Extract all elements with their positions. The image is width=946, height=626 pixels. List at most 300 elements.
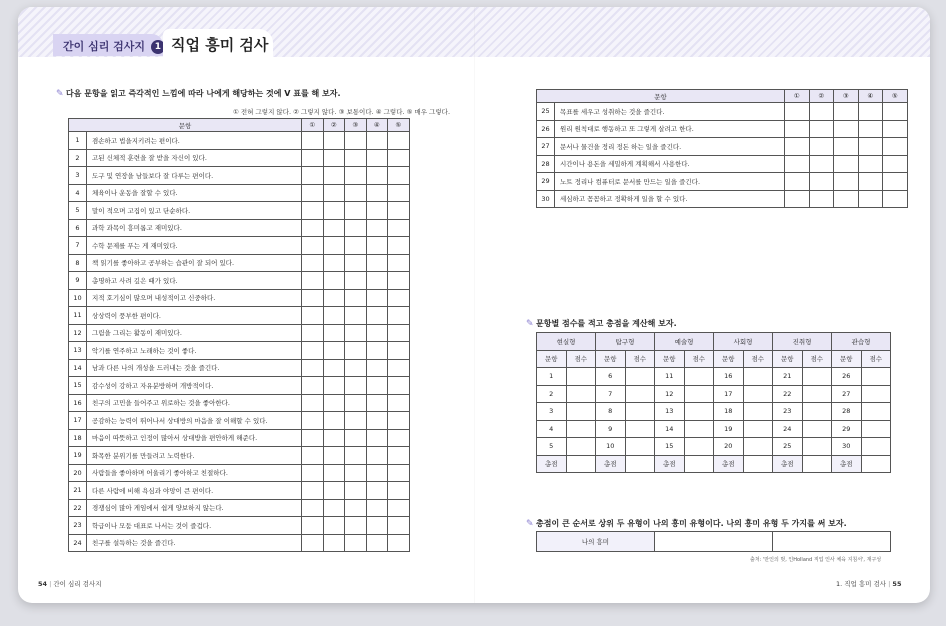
question-table-left — [68, 118, 410, 552]
question-column-header: 문항 — [537, 90, 785, 103]
answer-cell-4[interactable] — [366, 132, 388, 150]
total-label: 총점 — [655, 455, 685, 473]
answer-cell-5[interactable] — [388, 342, 410, 360]
answer-cell-2[interactable] — [323, 482, 345, 500]
answer-cell-2[interactable] — [323, 237, 345, 255]
answer-cell-3[interactable] — [834, 120, 859, 138]
question-row — [69, 377, 410, 395]
answer-cell-3[interactable] — [345, 517, 367, 535]
page-gutter — [474, 7, 475, 603]
question-row — [69, 517, 410, 535]
question-row — [69, 412, 410, 430]
answer-cell-2[interactable] — [323, 272, 345, 290]
item-subheader: 문항 — [832, 350, 862, 368]
answer-cell-5[interactable] — [388, 289, 410, 307]
total-cell[interactable] — [802, 455, 832, 473]
answer-cell-4[interactable] — [858, 173, 883, 191]
question-column-header: 문항 — [69, 119, 302, 132]
item-subheader: 문항 — [596, 350, 626, 368]
score-cell[interactable] — [802, 385, 832, 403]
answer-cell-2[interactable] — [323, 412, 345, 430]
item-number: 26 — [832, 368, 862, 386]
answer-cell-3[interactable] — [345, 254, 367, 272]
answer-cell-2[interactable] — [323, 429, 345, 447]
item-number: 4 — [537, 420, 567, 438]
answer-cell-5[interactable] — [883, 103, 908, 121]
answer-cell-4[interactable] — [366, 482, 388, 500]
answer-cell-1[interactable] — [302, 377, 324, 395]
question-number: 18 — [69, 429, 87, 447]
score-cell[interactable] — [566, 385, 596, 403]
item-number: 6 — [596, 368, 626, 386]
answer-cell-1[interactable] — [302, 359, 324, 377]
answer-cell-5[interactable] — [388, 499, 410, 517]
item-subheader: 문항 — [714, 350, 744, 368]
result-row — [537, 532, 891, 552]
score-cell[interactable] — [684, 385, 714, 403]
question-row — [69, 184, 410, 202]
total-cell[interactable] — [684, 455, 714, 473]
total-row — [537, 455, 891, 473]
answer-cell-3[interactable] — [834, 103, 859, 121]
answer-cell-2[interactable] — [323, 219, 345, 237]
score-cell[interactable] — [566, 438, 596, 456]
question-row — [69, 149, 410, 167]
answer-cell-4[interactable] — [366, 464, 388, 482]
answer-cell-3[interactable] — [345, 464, 367, 482]
answer-cell-4[interactable] — [366, 254, 388, 272]
answer-cell-1[interactable] — [302, 184, 324, 202]
answer-cell-2[interactable] — [323, 202, 345, 220]
answer-cell-1[interactable] — [302, 307, 324, 325]
instruction-result-text: 총점이 큰 순서로 상위 두 유형이 나의 흥미 유형이다. 나의 흥미 유형 두 가지를 써 보자. — [536, 519, 847, 528]
total-cell[interactable] — [743, 455, 773, 473]
answer-cell-2[interactable] — [323, 132, 345, 150]
answer-cell-5[interactable] — [388, 517, 410, 535]
question-row — [69, 359, 410, 377]
type-header-row — [537, 333, 891, 351]
answer-cell-2[interactable] — [323, 394, 345, 412]
answer-cell-2[interactable] — [323, 254, 345, 272]
answer-cell-2[interactable] — [323, 289, 345, 307]
question-text: 경쟁심이 많아 게임에서 쉽게 양보하지 않는다. — [87, 499, 302, 517]
answer-cell-5[interactable] — [388, 412, 410, 430]
answer-cell-2[interactable] — [809, 138, 834, 156]
total-label: 총점 — [537, 455, 567, 473]
score-cell[interactable] — [802, 438, 832, 456]
instruction-calc-text: 문항별 점수를 적고 총점을 계산해 보자. — [536, 319, 677, 328]
question-row — [69, 447, 410, 465]
score-cell[interactable] — [684, 438, 714, 456]
score-cell[interactable] — [802, 420, 832, 438]
answer-cell-5[interactable] — [388, 482, 410, 500]
total-cell[interactable] — [566, 455, 596, 473]
answer-cell-4[interactable] — [366, 342, 388, 360]
answer-cell-5[interactable] — [388, 429, 410, 447]
question-row — [69, 307, 410, 325]
pencil-icon: ✎ — [526, 319, 534, 329]
score-cell[interactable] — [743, 420, 773, 438]
type-header: 진취형 — [773, 333, 832, 351]
option-header-4: ④ — [858, 90, 883, 103]
answer-cell-4[interactable] — [366, 149, 388, 167]
question-number: 5 — [69, 202, 87, 220]
answer-cell-5[interactable] — [388, 447, 410, 465]
question-text: 말이 적으며 고집이 있고 단순하다. — [87, 202, 302, 220]
answer-cell-4[interactable] — [366, 359, 388, 377]
answer-cell-3[interactable] — [345, 534, 367, 552]
score-cell[interactable] — [802, 403, 832, 421]
answer-cell-1[interactable] — [302, 167, 324, 185]
instruction-calc — [526, 318, 677, 329]
question-row — [537, 103, 908, 121]
answer-cell-3[interactable] — [345, 149, 367, 167]
score-cell[interactable] — [625, 420, 655, 438]
question-text: 총명하고 사려 깊은 때가 있다. — [87, 272, 302, 290]
item-number: 10 — [596, 438, 626, 456]
page-number-right: 55 — [892, 580, 902, 588]
type-header: 예술형 — [655, 333, 714, 351]
score-cell[interactable] — [743, 368, 773, 386]
answer-cell-1[interactable] — [302, 132, 324, 150]
answer-cell-3[interactable] — [834, 155, 859, 173]
score-cell[interactable] — [861, 385, 891, 403]
answer-cell-3[interactable] — [345, 272, 367, 290]
score-row — [537, 368, 891, 386]
answer-cell-4[interactable] — [366, 517, 388, 535]
item-number: 17 — [714, 385, 744, 403]
interest-answer-2[interactable] — [773, 532, 891, 552]
item-number: 22 — [773, 385, 803, 403]
score-cell[interactable] — [684, 403, 714, 421]
answer-cell-4[interactable] — [366, 272, 388, 290]
type-header: 탐구형 — [596, 333, 655, 351]
answer-cell-2[interactable] — [809, 155, 834, 173]
answer-cell-3[interactable] — [345, 447, 367, 465]
item-number: 25 — [773, 438, 803, 456]
score-cell[interactable] — [861, 368, 891, 386]
question-number: 24 — [69, 534, 87, 552]
section-number-badge: 1 — [151, 40, 165, 54]
answer-cell-2[interactable] — [323, 307, 345, 325]
answer-cell-1[interactable] — [302, 272, 324, 290]
answer-cell-3[interactable] — [834, 138, 859, 156]
answer-cell-5[interactable] — [388, 254, 410, 272]
answer-cell-4[interactable] — [366, 499, 388, 517]
answer-cell-2[interactable] — [323, 167, 345, 185]
answer-cell-1[interactable] — [302, 429, 324, 447]
answer-cell-1[interactable] — [302, 517, 324, 535]
answer-cell-2[interactable] — [809, 190, 834, 208]
answer-cell-4[interactable] — [366, 202, 388, 220]
score-subheader: 점수 — [684, 350, 714, 368]
answer-cell-1[interactable] — [302, 534, 324, 552]
answer-cell-4[interactable] — [366, 412, 388, 430]
answer-cell-5[interactable] — [388, 464, 410, 482]
answer-cell-5[interactable] — [388, 149, 410, 167]
question-number: 20 — [69, 464, 87, 482]
option-header-4: ④ — [366, 119, 388, 132]
question-number: 10 — [69, 289, 87, 307]
question-row — [69, 132, 410, 150]
score-subheader: 점수 — [743, 350, 773, 368]
answer-cell-2[interactable] — [323, 499, 345, 517]
instruction-result — [526, 518, 847, 529]
answer-cell-1[interactable] — [302, 499, 324, 517]
footer-right: 1. 직업 흥미 검사 | 55 — [836, 580, 902, 588]
answer-cell-2[interactable] — [809, 120, 834, 138]
interest-answer-1[interactable] — [655, 532, 773, 552]
answer-cell-5[interactable] — [388, 324, 410, 342]
answer-cell-2[interactable] — [323, 324, 345, 342]
question-row — [69, 482, 410, 500]
answer-cell-2[interactable] — [809, 103, 834, 121]
question-row — [69, 289, 410, 307]
answer-cell-4[interactable] — [366, 447, 388, 465]
question-number: 11 — [69, 307, 87, 325]
answer-cell-1[interactable] — [302, 149, 324, 167]
answer-cell-4[interactable] — [858, 138, 883, 156]
score-cell[interactable] — [861, 420, 891, 438]
option-header-1: ① — [302, 119, 324, 132]
answer-cell-5[interactable] — [388, 534, 410, 552]
answer-cell-5[interactable] — [388, 394, 410, 412]
score-cell[interactable] — [743, 385, 773, 403]
answer-cell-1[interactable] — [302, 482, 324, 500]
question-text: 책 읽기를 좋아하고 공부하는 습관이 잘 되어 있다. — [87, 254, 302, 272]
answer-cell-1[interactable] — [302, 464, 324, 482]
answer-cell-1[interactable] — [302, 237, 324, 255]
answer-cell-5[interactable] — [388, 359, 410, 377]
answer-cell-2[interactable] — [323, 517, 345, 535]
total-cell[interactable] — [625, 455, 655, 473]
answer-cell-5[interactable] — [388, 377, 410, 395]
answer-cell-1[interactable] — [302, 324, 324, 342]
question-row — [69, 464, 410, 482]
total-cell[interactable] — [861, 455, 891, 473]
score-cell[interactable] — [566, 403, 596, 421]
question-number: 25 — [537, 103, 555, 121]
question-number: 26 — [537, 120, 555, 138]
item-number: 12 — [655, 385, 685, 403]
answer-cell-3[interactable] — [345, 377, 367, 395]
answer-cell-1[interactable] — [302, 412, 324, 430]
score-cell[interactable] — [566, 420, 596, 438]
item-number: 28 — [832, 403, 862, 421]
pencil-icon: ✎ — [526, 519, 534, 529]
score-subheader: 점수 — [566, 350, 596, 368]
score-cell[interactable] — [625, 368, 655, 386]
result-table — [536, 531, 891, 552]
question-number: 22 — [69, 499, 87, 517]
question-row — [69, 219, 410, 237]
question-number: 8 — [69, 254, 87, 272]
footer-right-text: 1. 직업 흥미 검사 — [836, 580, 887, 588]
answer-cell-4[interactable] — [366, 167, 388, 185]
pencil-icon: ✎ — [56, 89, 64, 99]
answer-cell-5[interactable] — [388, 184, 410, 202]
answer-cell-3[interactable] — [345, 219, 367, 237]
answer-cell-4[interactable] — [366, 307, 388, 325]
answer-cell-1[interactable] — [302, 219, 324, 237]
answer-cell-3[interactable] — [345, 184, 367, 202]
question-number: 13 — [69, 342, 87, 360]
total-label: 총점 — [773, 455, 803, 473]
score-cell[interactable] — [625, 385, 655, 403]
answer-cell-2[interactable] — [323, 149, 345, 167]
answer-cell-1[interactable] — [302, 289, 324, 307]
answer-cell-1[interactable] — [785, 190, 810, 208]
rating-scale-legend: ① 전혀 그렇지 않다. ② 그렇지 않다. ③ 보통이다. ④ 그렇다. ⑤ 매우 그렇다. — [233, 108, 451, 116]
answer-cell-4[interactable] — [366, 377, 388, 395]
answer-cell-5[interactable] — [883, 155, 908, 173]
answer-cell-4[interactable] — [366, 394, 388, 412]
answer-cell-4[interactable] — [858, 190, 883, 208]
answer-cell-3[interactable] — [345, 394, 367, 412]
score-row — [537, 385, 891, 403]
answer-cell-2[interactable] — [323, 342, 345, 360]
answer-cell-5[interactable] — [388, 272, 410, 290]
question-row — [69, 429, 410, 447]
question-number: 16 — [69, 394, 87, 412]
answer-cell-2[interactable] — [323, 447, 345, 465]
answer-cell-3[interactable] — [345, 307, 367, 325]
question-row — [69, 237, 410, 255]
answer-cell-5[interactable] — [883, 138, 908, 156]
answer-cell-2[interactable] — [809, 173, 834, 191]
question-text: 시간이나 용돈을 세밀하게 계획해서 사용한다. — [555, 155, 785, 173]
answer-cell-1[interactable] — [785, 155, 810, 173]
answer-cell-3[interactable] — [834, 173, 859, 191]
question-text: 친구의 고민을 들어주고 위로하는 것을 좋아한다. — [87, 394, 302, 412]
question-text: 마음이 따뜻하고 인정이 많아서 상대방을 편안하게 해준다. — [87, 429, 302, 447]
question-text: 친구를 설득하는 것을 즐긴다. — [87, 534, 302, 552]
answer-cell-3[interactable] — [345, 482, 367, 500]
score-cell[interactable] — [861, 403, 891, 421]
question-text: 문서나 물건을 정리 정돈 하는 일을 즐긴다. — [555, 138, 785, 156]
item-subheader: 문항 — [655, 350, 685, 368]
answer-cell-4[interactable] — [366, 219, 388, 237]
answer-cell-5[interactable] — [388, 237, 410, 255]
answer-cell-4[interactable] — [366, 237, 388, 255]
answer-cell-4[interactable] — [366, 429, 388, 447]
item-number: 20 — [714, 438, 744, 456]
answer-cell-3[interactable] — [345, 132, 367, 150]
answer-cell-4[interactable] — [858, 120, 883, 138]
score-cell[interactable] — [625, 403, 655, 421]
answer-cell-5[interactable] — [883, 120, 908, 138]
answer-cell-4[interactable] — [366, 324, 388, 342]
question-number: 21 — [69, 482, 87, 500]
answer-cell-5[interactable] — [388, 132, 410, 150]
answer-cell-2[interactable] — [323, 359, 345, 377]
answer-cell-3[interactable] — [345, 237, 367, 255]
item-number: 7 — [596, 385, 626, 403]
answer-cell-2[interactable] — [323, 534, 345, 552]
answer-cell-3[interactable] — [834, 190, 859, 208]
answer-cell-5[interactable] — [388, 202, 410, 220]
answer-cell-3[interactable] — [345, 202, 367, 220]
answer-cell-1[interactable] — [785, 120, 810, 138]
answer-cell-4[interactable] — [366, 184, 388, 202]
question-text: 상상력이 풍부한 편이다. — [87, 307, 302, 325]
answer-cell-3[interactable] — [345, 324, 367, 342]
answer-cell-4[interactable] — [858, 155, 883, 173]
question-number: 23 — [69, 517, 87, 535]
question-number: 1 — [69, 132, 87, 150]
answer-cell-1[interactable] — [302, 202, 324, 220]
answer-cell-2[interactable] — [323, 464, 345, 482]
answer-cell-5[interactable] — [388, 219, 410, 237]
answer-cell-3[interactable] — [345, 429, 367, 447]
score-cell[interactable] — [802, 368, 832, 386]
question-text: 겸손하고 법을지키려는 편이다. — [87, 132, 302, 150]
question-number: 27 — [537, 138, 555, 156]
book-spread — [18, 7, 930, 603]
answer-cell-3[interactable] — [345, 342, 367, 360]
score-cell[interactable] — [625, 438, 655, 456]
answer-cell-3[interactable] — [345, 412, 367, 430]
question-row — [537, 138, 908, 156]
question-row — [69, 254, 410, 272]
answer-cell-4[interactable] — [858, 103, 883, 121]
question-text: 학급이나 모둠 대표로 나서는 것이 즐겁다. — [87, 517, 302, 535]
question-row — [537, 155, 908, 173]
answer-cell-4[interactable] — [366, 289, 388, 307]
score-cell[interactable] — [743, 403, 773, 421]
score-subheader: 점수 — [861, 350, 891, 368]
answer-cell-4[interactable] — [366, 534, 388, 552]
answer-cell-2[interactable] — [323, 184, 345, 202]
question-number: 30 — [537, 190, 555, 208]
item-number: 13 — [655, 403, 685, 421]
answer-cell-5[interactable] — [883, 173, 908, 191]
question-text: 노트 정리나 컴퓨터로 문서를 만드는 일을 즐긴다. — [555, 173, 785, 191]
score-cell[interactable] — [743, 438, 773, 456]
item-number: 14 — [655, 420, 685, 438]
answer-cell-3[interactable] — [345, 359, 367, 377]
answer-cell-3[interactable] — [345, 167, 367, 185]
item-subheader: 문항 — [537, 350, 567, 368]
score-cell[interactable] — [684, 420, 714, 438]
answer-cell-1[interactable] — [785, 138, 810, 156]
type-header: 현실형 — [537, 333, 596, 351]
answer-cell-5[interactable] — [388, 167, 410, 185]
score-row — [537, 403, 891, 421]
answer-cell-5[interactable] — [883, 190, 908, 208]
answer-cell-2[interactable] — [323, 377, 345, 395]
question-number: 6 — [69, 219, 87, 237]
item-number: 3 — [537, 403, 567, 421]
score-cell[interactable] — [861, 438, 891, 456]
score-subheader: 점수 — [802, 350, 832, 368]
answer-cell-1[interactable] — [785, 103, 810, 121]
question-row — [69, 272, 410, 290]
score-cell[interactable] — [566, 368, 596, 386]
option-header-2: ② — [323, 119, 345, 132]
answer-cell-3[interactable] — [345, 499, 367, 517]
score-cell[interactable] — [684, 368, 714, 386]
answer-cell-3[interactable] — [345, 289, 367, 307]
question-number: 17 — [69, 412, 87, 430]
answer-cell-1[interactable] — [302, 342, 324, 360]
answer-cell-1[interactable] — [302, 254, 324, 272]
answer-cell-1[interactable] — [302, 394, 324, 412]
answer-cell-5[interactable] — [388, 307, 410, 325]
type-header: 관습형 — [832, 333, 891, 351]
answer-cell-1[interactable] — [785, 173, 810, 191]
answer-cell-1[interactable] — [302, 447, 324, 465]
